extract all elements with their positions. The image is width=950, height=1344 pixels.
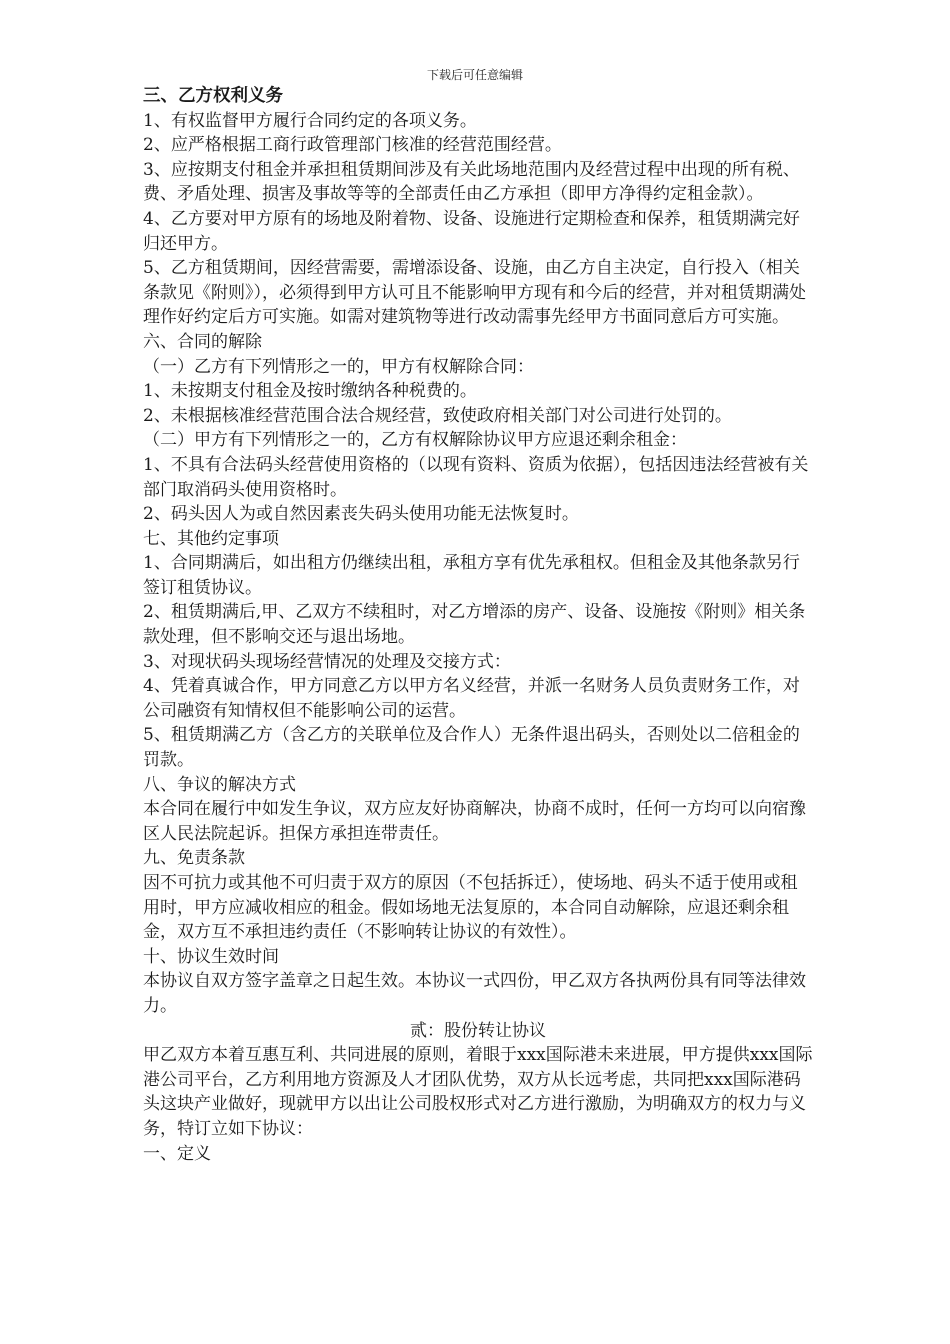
- section-heading: 十、协议生效时间: [143, 946, 279, 967]
- paragraph: 本合同在履行中如发生争议，双方应友好协商解决，协商不成时，任何一方均可以向宿豫区人民法院起诉。担保方承担连带责任。: [143, 799, 806, 844]
- paragraph: （二）甲方有下列情形之一的，乙方有权解除协议甲方应退还剩余租金：: [143, 430, 687, 451]
- document-body: [143, 84, 813, 1166]
- paragraph: 2、码头因人为或自然因素丧失码头使用功能无法恢复时。: [143, 504, 579, 525]
- paragraph: 2、应严格根据工商行政管理部门核准的经营范围经营。: [143, 135, 562, 156]
- paragraph: （一）乙方有下列情形之一的，甲方有权解除合同：: [143, 356, 534, 377]
- paragraph: 4、凭着真诚合作，甲方同意乙方以甲方名义经营，并派一名财务人员负责财务工作，对公司融资有知情权但不能影响公司的运营。: [143, 676, 800, 721]
- paragraph: 5、乙方租赁期间，因经营需要，需增添设备、设施，由乙方自主决定，自行投入（相关条款见《附则》），必须得到甲方认可且不能影响甲方现有和今后的经营，并对租赁期满处理作好约定后方可实施。如需对建筑物等进行改动需事先经甲方书面同意后方可实施。: [143, 258, 806, 328]
- section-heading: 一、定义: [143, 1143, 211, 1164]
- paragraph: 1、不具有合法码头经营使用资格的（以现有资料、资质为依据），包括因违法经营被有关部门取消码头使用资格时。: [143, 454, 809, 500]
- paragraph: 2、未根据核准经营范围合法合规经营，致使政府相关部门对公司进行处罚的。: [143, 405, 732, 426]
- section-heading: 六、合同的解除: [143, 331, 262, 352]
- paragraph: 1、未按期支付租金及按时缴纳各种税费的。: [143, 381, 477, 402]
- paragraph: 5、租赁期满乙方（含乙方的关联单位及合作人）无条件退出码头，否则处以二倍租金的罚款。: [143, 725, 800, 771]
- agreement-title: 贰：股份转让协议: [410, 1020, 546, 1041]
- page-header: 下载后可任意编辑: [426, 68, 523, 82]
- section-heading: 九、免责条款: [143, 848, 245, 869]
- paragraph: 2、租赁期满后,甲、乙双方不续租时，对乙方增添的房产、设备、设施按《附则》相关条款处理，但不影响交还与退出场地。: [143, 602, 806, 648]
- section-heading: 三、乙方权利义务: [143, 86, 283, 106]
- paragraph: 因不可抗力或其他不可归责于双方的原因（不包括拆迁），使场地、码头不适于使用或租用时，甲方应减收相应的租金。假如场地无法复原的，本合同自动解除，应退还剩余租金，双方互不承担违约责任（不影响转让协议的有效性）。: [143, 873, 798, 943]
- paragraph: 甲乙双方本着互惠互利、共同进展的原则，着眼于xxx国际港未来进展，甲方提供xxx国际港公司平台，乙方利用地方资源及人才团队优势，双方从长远考虑，共同把xxx国际港码头这块产业做好，现就甲方以出让公司股权形式对乙方进行激励，为明确双方的权力与义务，特订立如下协议：: [143, 1045, 813, 1139]
- section-heading: 八、争议的解决方式: [143, 774, 296, 795]
- paragraph: 4、乙方要对甲方原有的场地及附着物、设备、设施进行定期检查和保养，租赁期满完好归还甲方。: [143, 208, 800, 254]
- paragraph: 1、有权监督甲方履行合同约定的各项义务。: [143, 110, 477, 131]
- paragraph: 3、对现状码头现场经营情况的处理及交接方式：: [143, 651, 511, 672]
- paragraph: 3、应按期支付租金并承担租赁期间涉及有关此场地范围内及经营过程中出现的所有税、费、矛盾处理、损害及事故等等的全部责任由乙方承担（即甲方净得约定租金款）。: [143, 159, 800, 205]
- section-heading: 七、其他约定事项: [143, 528, 279, 549]
- paragraph: 本协议自双方签字盖章之日起生效。本协议一式四份，甲乙双方各执两份具有同等法律效力。: [143, 971, 806, 1016]
- paragraph: 1、合同期满后，如出租方仍继续出租，承租方享有优先承租权。但租金及其他条款另行签订租赁协议。: [143, 553, 800, 598]
